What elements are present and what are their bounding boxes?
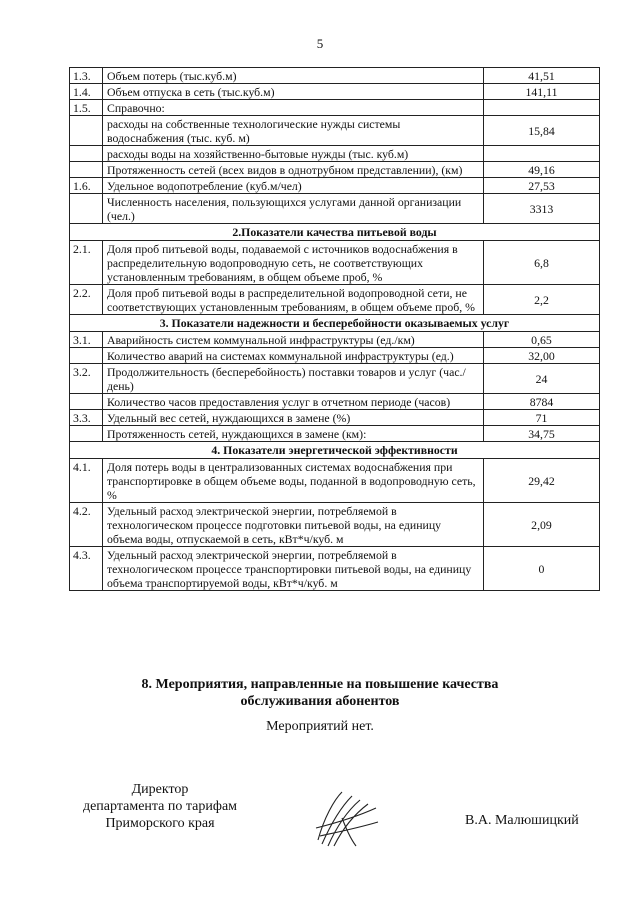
section-heading: 4. Показатели энергетической эффективности bbox=[70, 442, 600, 459]
signatory-title-line1: Директор bbox=[131, 782, 189, 797]
row-label: Численность населения, пользующихся услугами данной организации (чел.) bbox=[103, 194, 484, 224]
row-label: Количество часов предоставления услуг в отчетном периоде (часов) bbox=[103, 394, 484, 410]
row-value bbox=[484, 146, 600, 162]
row-number: 4.3. bbox=[70, 547, 103, 591]
row-value: 29,42 bbox=[484, 459, 600, 503]
section-heading-row bbox=[70, 442, 600, 459]
row-number bbox=[70, 116, 103, 146]
row-label: Удельный расход электрической энергии, потребляемой в технологическом процессе подготовки питьевой воды, на единицу объема воды, отпускаемой в сеть, кВт*ч/куб. м bbox=[103, 503, 484, 547]
row-number: 4.2. bbox=[70, 503, 103, 547]
row-value: 8784 bbox=[484, 394, 600, 410]
row-value: 27,53 bbox=[484, 178, 600, 194]
row-label: Удельное водопотребление (куб.м/чел) bbox=[103, 178, 484, 194]
table-row bbox=[70, 459, 600, 503]
row-number: 2.1. bbox=[70, 241, 103, 285]
row-number: 3.2. bbox=[70, 364, 103, 394]
row-label: Удельный расход электрической энергии, потребляемой в технологическом процессе транспортировки питьевой воды, на единицу объема транспортируемой воды, кВт*ч/куб. м bbox=[103, 547, 484, 591]
table-row bbox=[70, 503, 600, 547]
no-measures-text: Мероприятий нет. bbox=[266, 719, 374, 734]
section-heading: 2.Показатели качества питьевой воды bbox=[70, 224, 600, 241]
row-label: Количество аварий на системах коммунальной инфраструктуры (ед.) bbox=[103, 348, 484, 364]
row-value: 49,16 bbox=[484, 162, 600, 178]
section-8-heading-line1: 8. Мероприятия, направленные на повышение качества bbox=[141, 677, 499, 692]
signatory-name: В.А. Малюшицкий bbox=[465, 813, 579, 828]
row-label: Доля потерь воды в централизованных системах водоснабжения при транспортировке в общем объеме воды, поданной в водопроводную сеть, % bbox=[103, 459, 484, 503]
table-row bbox=[70, 394, 600, 410]
row-label: Аварийность систем коммунальной инфраструктуры (ед./км) bbox=[103, 332, 484, 348]
table-row bbox=[70, 410, 600, 426]
row-number: 3.3. bbox=[70, 410, 103, 426]
row-number: 1.6. bbox=[70, 178, 103, 194]
table-row bbox=[70, 194, 600, 224]
row-number: 4.1. bbox=[70, 459, 103, 503]
table-row bbox=[70, 116, 600, 146]
row-value bbox=[484, 100, 600, 116]
row-value: 32,00 bbox=[484, 348, 600, 364]
row-value: 15,84 bbox=[484, 116, 600, 146]
indicators-table bbox=[69, 67, 600, 591]
row-label: Доля проб питьевой воды в распределительной водопроводной сети, не соответствующих установленным требованиям, в общем объеме проб, % bbox=[103, 285, 484, 315]
row-number bbox=[70, 162, 103, 178]
row-label: Объем потерь (тыс.куб.м) bbox=[103, 68, 484, 84]
row-value: 2,2 bbox=[484, 285, 600, 315]
row-number bbox=[70, 146, 103, 162]
signatory-title-line2: департамента по тарифам bbox=[82, 799, 238, 814]
table-row bbox=[70, 162, 600, 178]
table-row bbox=[70, 68, 600, 84]
row-number bbox=[70, 194, 103, 224]
signatory-title bbox=[60, 781, 260, 832]
row-value: 24 bbox=[484, 364, 600, 394]
row-number: 1.4. bbox=[70, 84, 103, 100]
row-number: 2.2. bbox=[70, 285, 103, 315]
table-row bbox=[70, 547, 600, 591]
row-label: Доля проб питьевой воды, подаваемой с источников водоснабжения в распределительную водопроводную сеть, не соответствующих установленным требованиям, в общем объеме проб, % bbox=[103, 241, 484, 285]
row-value: 141,11 bbox=[484, 84, 600, 100]
row-value: 6,8 bbox=[484, 241, 600, 285]
table-row bbox=[70, 285, 600, 315]
section-heading-row bbox=[70, 315, 600, 332]
table-row bbox=[70, 146, 600, 162]
section-8-heading-line2: обслуживания абонентов bbox=[240, 694, 400, 709]
section-heading: 3. Показатели надежности и бесперебойности оказываемых услуг bbox=[70, 315, 600, 332]
table-row bbox=[70, 364, 600, 394]
signatory-title-line3: Приморского края bbox=[105, 816, 215, 831]
table-row bbox=[70, 332, 600, 348]
table-row bbox=[70, 84, 600, 100]
row-value: 41,51 bbox=[484, 68, 600, 84]
row-label: Объем отпуска в сеть (тыс.куб.м) bbox=[103, 84, 484, 100]
handwritten-signature bbox=[312, 788, 382, 850]
section-8-heading bbox=[0, 676, 640, 710]
table-row bbox=[70, 100, 600, 116]
row-number: 3.1. bbox=[70, 332, 103, 348]
row-number bbox=[70, 426, 103, 442]
page-number: 5 bbox=[316, 36, 324, 51]
row-number bbox=[70, 394, 103, 410]
table-row bbox=[70, 426, 600, 442]
row-number: 1.5. bbox=[70, 100, 103, 116]
row-value: 0 bbox=[484, 547, 600, 591]
row-label: Протяженность сетей, нуждающихся в замене (км): bbox=[103, 426, 484, 442]
row-value: 2,09 bbox=[484, 503, 600, 547]
row-label: Удельный вес сетей, нуждающихся в замене (%) bbox=[103, 410, 484, 426]
row-value: 0,65 bbox=[484, 332, 600, 348]
row-value: 34,75 bbox=[484, 426, 600, 442]
table-row bbox=[70, 241, 600, 285]
row-label: Справочно: bbox=[103, 100, 484, 116]
row-number bbox=[70, 348, 103, 364]
section-heading-row bbox=[70, 224, 600, 241]
table-row bbox=[70, 178, 600, 194]
row-label: Протяженность сетей (всех видов в однотрубном представлении), (км) bbox=[103, 162, 484, 178]
row-value: 71 bbox=[484, 410, 600, 426]
row-label: расходы на собственные технологические нужды системы водоснабжения (тыс. куб. м) bbox=[103, 116, 484, 146]
row-number: 1.3. bbox=[70, 68, 103, 84]
row-label: расходы воды на хозяйственно-бытовые нужды (тыс. куб.м) bbox=[103, 146, 484, 162]
row-value: 3313 bbox=[484, 194, 600, 224]
table-row bbox=[70, 348, 600, 364]
row-label: Продолжительность (бесперебойность) поставки товаров и услуг (час./день) bbox=[103, 364, 484, 394]
